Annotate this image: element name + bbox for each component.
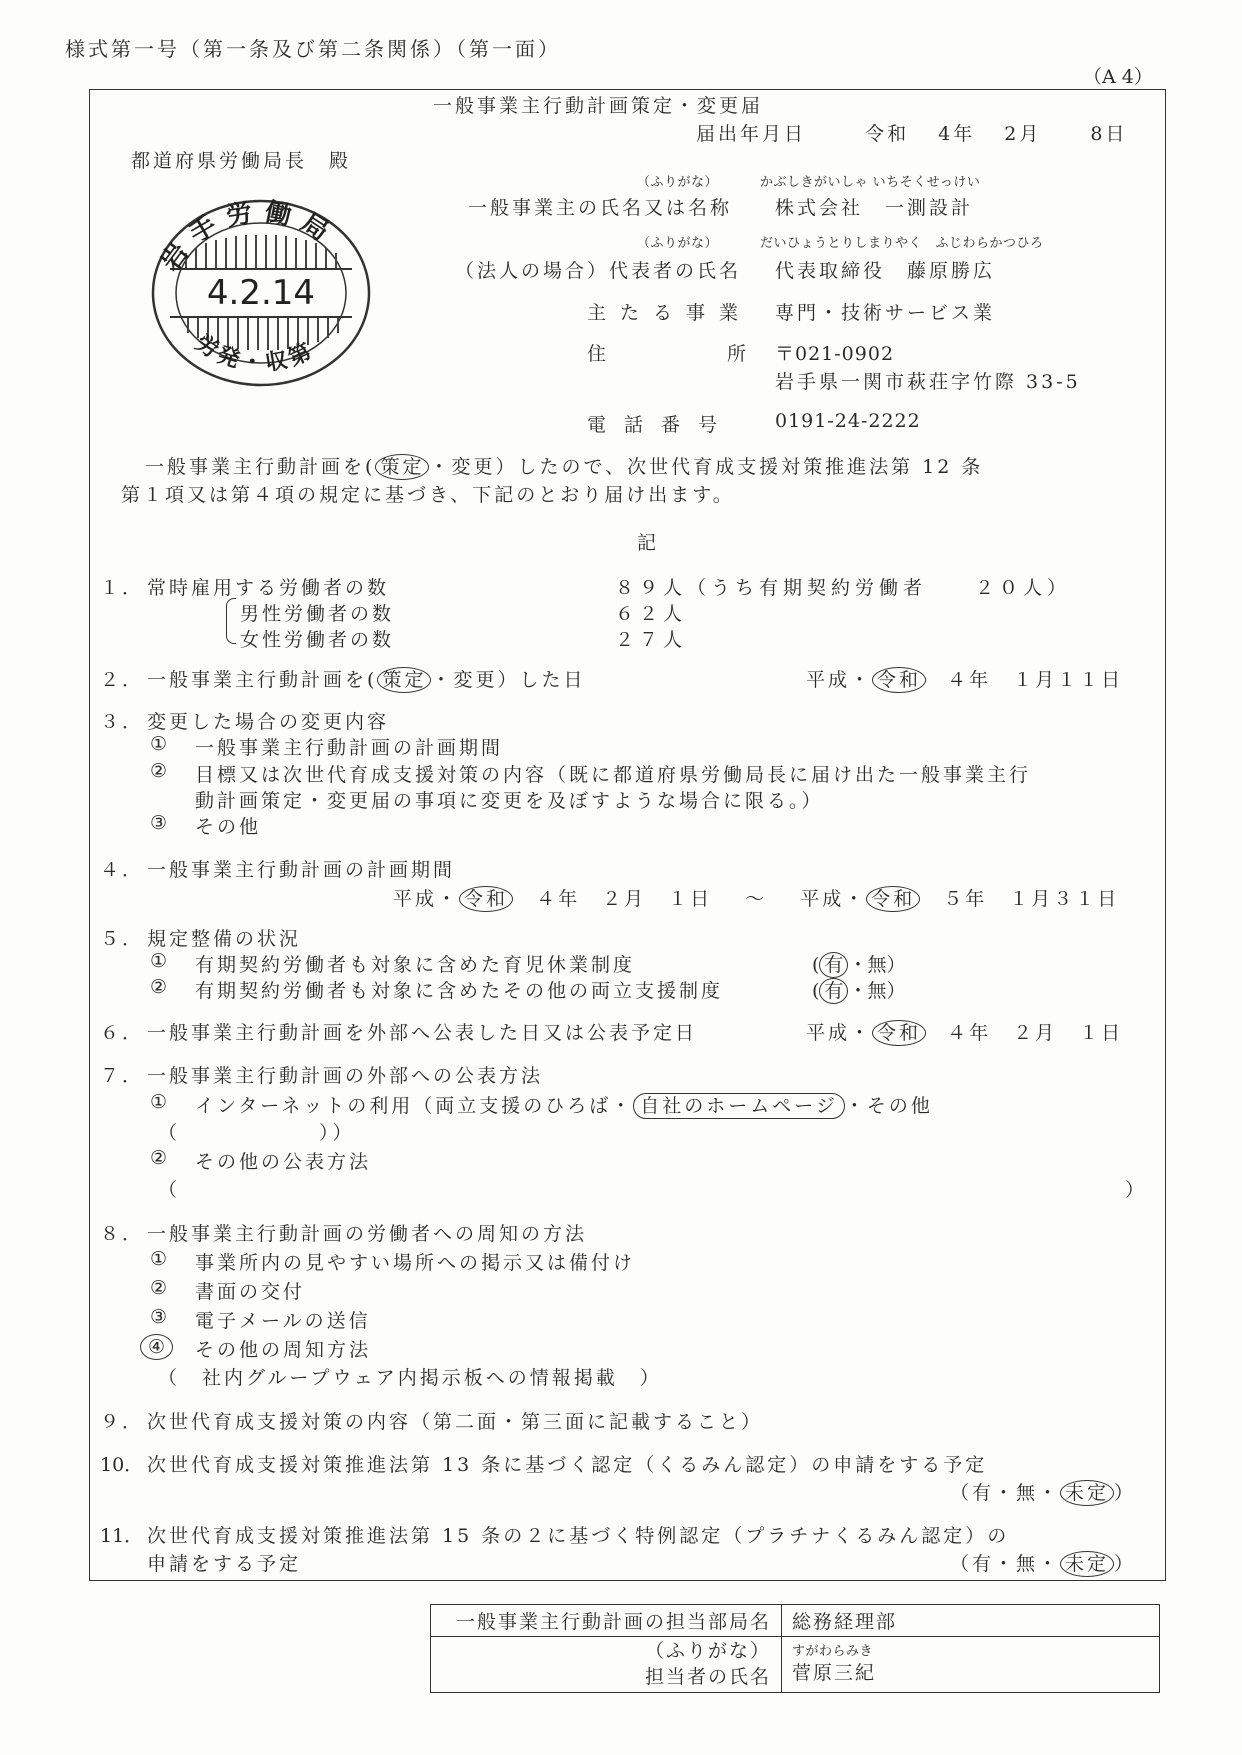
item5-s2-options <box>812 976 905 1003</box>
item2-label-b: ・変更）した日 <box>431 669 586 691</box>
item7-no: ７． <box>100 1065 145 1087</box>
item4-from-era-reiwa-circled: 令和 <box>459 886 513 912</box>
item2-label-a: 一般事業主行動計画を <box>147 669 368 691</box>
intro-line-1 <box>145 452 983 479</box>
item4-from-era-heisei: 平成・ <box>393 888 460 910</box>
item5-s1-no-option: ・無） <box>848 954 906 976</box>
item4-tilde: ～ <box>745 888 768 910</box>
rep-name: 代表取締役 藤原勝広 <box>775 260 996 282</box>
item5-s2-open-paren: ( <box>812 980 820 1002</box>
item11-close: ） <box>1114 1553 1137 1575</box>
staff-name-row <box>431 1637 1160 1693</box>
item7-s1 <box>195 1091 933 1118</box>
staff-furigana-label: （ふりがな） <box>644 1640 771 1662</box>
item11-opts: （有・無・ <box>950 1553 1061 1575</box>
item7-s2-close: ） <box>1125 1179 1145 1201</box>
paper-size: （A 4） <box>1083 66 1153 88</box>
item2-label <box>147 665 585 692</box>
item4-to-era-heisei: 平成・ <box>800 888 867 910</box>
item11-options <box>950 1549 1136 1576</box>
item1-male: ６２人 <box>615 603 688 625</box>
item6-date-value: ４年 ２月 １日 <box>947 1022 1124 1044</box>
item1-no: １． <box>100 577 145 599</box>
item8-s4: その他の周知方法 <box>195 1339 372 1361</box>
staff-dept-label: 一般事業主行動計画の担当部局名 <box>431 1605 782 1637</box>
item7-s2: その他の公表方法 <box>195 1151 372 1173</box>
item5-s1-open-paren: ( <box>812 954 820 976</box>
item7-s1-no: ① <box>150 1091 168 1113</box>
item10-label: 次世代育成支援対策推進法第 13 条に基づく認定（くるみん認定）の申請をする予定 <box>147 1454 988 1476</box>
postal-code: 〒021-0902 <box>775 343 895 365</box>
stamp-bottom-text: 労発・収第 <box>190 330 319 377</box>
item10-close: ） <box>1114 1482 1137 1504</box>
name-furigana: かぶしきがいしゃ いちそくせっけい <box>760 175 981 190</box>
item3-s2-no: ② <box>150 760 168 782</box>
item6-era-reiwa-circled: 令和 <box>872 1020 926 1046</box>
business-label: 主たる事業 <box>587 302 753 324</box>
item4-period <box>393 884 1119 911</box>
staff-dept: 総務経理部 <box>782 1605 1160 1637</box>
staff-name-label-cell <box>431 1637 782 1693</box>
item8-s1-no: ① <box>150 1248 168 1270</box>
phone-label: 電話番号 <box>587 414 736 436</box>
rep-label: （法人の場合）代表者の氏名 <box>455 260 742 282</box>
item3-s2-line2: 動計画策定・変更届の事項に変更を及ぼすような場合に限る。） <box>195 790 824 812</box>
item8-s3: 電子メールの送信 <box>195 1310 371 1332</box>
item1-label: 常時雇用する労働者の数 <box>147 577 390 599</box>
address-label-2: 所 <box>727 343 747 365</box>
item5-s1-options <box>812 950 905 977</box>
item5-s1: 有期契約労働者も対象に含めた育児休業制度 <box>195 954 636 976</box>
staff-name-label: 担当者の氏名 <box>644 1665 771 1688</box>
item5-s2-no-option: ・無） <box>848 980 906 1002</box>
intro-circled-sakutei: 策定 <box>375 454 429 480</box>
filing-date-label: 届出年月日 <box>696 123 807 145</box>
item6-no: ６． <box>100 1022 145 1044</box>
item11-no: 11． <box>100 1525 144 1547</box>
item6-date <box>806 1018 1123 1045</box>
item8-s2-no: ② <box>150 1277 168 1299</box>
employer-name: 株式会社 一測設計 <box>775 197 974 219</box>
address-label-1: 住 <box>587 343 607 365</box>
filing-date-era: 令和 <box>865 123 910 145</box>
item3-s3-no: ③ <box>150 812 168 834</box>
form-title: 一般事業主行動計画策定・変更届 <box>433 95 764 117</box>
item1-value: ８９人（うち有期契約労働者 ２０人） <box>615 577 1072 599</box>
item3-no: ３． <box>100 711 145 733</box>
item7-s1-other-paren: （ ）） <box>158 1122 356 1144</box>
item7-s1-own-homepage-circled: 自社のホームページ <box>633 1093 845 1119</box>
addressee: 都道府県労働局長 殿 <box>131 150 352 172</box>
filing-date-day: 8日 <box>1090 123 1128 145</box>
item11-label-a: 次世代育成支援対策推進法第 15 条の２に基づく特例認定（プラチナくるみん認定）の <box>147 1525 1010 1547</box>
filing-date-row <box>696 119 1128 146</box>
item5-s2: 有期契約労働者も対象に含めたその他の両立支援制度 <box>195 980 724 1002</box>
item8-s3-no: ③ <box>150 1306 168 1328</box>
item6-label: 一般事業主行動計画を外部へ公表した日又は公表予定日 <box>147 1022 698 1044</box>
rep-furigana-label: （ふりがな） <box>637 236 719 251</box>
item2-no: ２． <box>100 669 145 691</box>
item4-to: ５年 １月３１日 <box>943 888 1120 910</box>
business: 専門・技術サービス業 <box>775 302 996 324</box>
svg-text:岩手労働局 <box>156 197 343 277</box>
item7-s1-text-a: インターネットの利用（両立支援のひろば・ <box>195 1095 634 1117</box>
item3-s1-no: ① <box>150 733 168 755</box>
item8-label: 一般事業主行動計画の労働者への周知の方法 <box>147 1223 588 1245</box>
item2-era-heisei: 平成・ <box>806 669 873 691</box>
item8-s4-no-circled: ④ <box>140 1334 173 1360</box>
item7-s2-no: ② <box>150 1147 168 1169</box>
item8-s2: 書面の交付 <box>195 1281 306 1303</box>
item7-s2-open: （ <box>158 1179 178 1201</box>
item8-s1: 事業所内の見やすい場所への掲示又は備付け <box>195 1252 636 1274</box>
item5-label: 規定整備の状況 <box>147 928 302 950</box>
item3-s3: その他 <box>195 816 262 838</box>
stamp-top-text: 岩手労働局 <box>155 197 343 277</box>
item1-male-label: 男性労働者の数 <box>240 603 395 625</box>
item9-no: ９． <box>100 1411 145 1433</box>
item2-date-value: ４年 １月１１日 <box>947 669 1124 691</box>
intro-line-2: 第１項又は第４項の規定に基づき、下記のとおり届け出ます。 <box>121 484 735 506</box>
item1-female: ２７人 <box>615 629 688 651</box>
item2-open-paren: ( <box>367 669 378 691</box>
item5-s2-no: ② <box>150 976 168 998</box>
item7-label: 一般事業主行動計画の外部への公表方法 <box>147 1065 544 1087</box>
item5-no: ５． <box>100 928 145 950</box>
item5-s2-yes-circled: 有 <box>819 978 848 1004</box>
item9-label: 次世代育成支援対策の内容（第二面・第三面に記載すること） <box>147 1411 764 1433</box>
intro-text-a: 一般事業主行動計画を <box>145 456 366 478</box>
item2-date <box>806 665 1123 692</box>
item4-no: ４． <box>100 859 145 881</box>
staff-name: 菅原三紀 <box>792 1661 877 1684</box>
item5-s1-yes-circled: 有 <box>819 952 848 978</box>
item3-s2-line1: 目標又は次世代育成支援対策の内容（既に都道府県労働局長に届け出た一般事業主行 <box>195 764 1032 786</box>
item7-s1-text-b: ・その他 <box>844 1095 933 1117</box>
item8-s4-detail: （ 社内グループウェア内掲示板への情報掲載 ） <box>158 1367 662 1389</box>
item11-undecided-circled: 未定 <box>1060 1551 1114 1577</box>
intro-text-b: ・変更）したので、次世代育成支援対策推進法第 12 条 <box>429 456 984 478</box>
staff-name-cell <box>782 1637 1160 1693</box>
item10-options <box>950 1478 1136 1505</box>
item4-to-era-reiwa-circled: 令和 <box>866 886 920 912</box>
item1-bracket <box>226 598 236 644</box>
item5-s1-no: ① <box>150 950 168 972</box>
name-furigana-label: （ふりがな） <box>637 175 719 190</box>
address: 岩手県一関市萩荘字竹際 33-5 <box>775 371 1081 393</box>
employer-name-label: 一般事業主の氏名又は名称 <box>468 197 733 219</box>
item4-from: ４年 ２月 １日 <box>536 888 713 910</box>
item3-label: 変更した場合の変更内容 <box>147 711 390 733</box>
item10-no: 10． <box>100 1454 144 1476</box>
stamp-date: 4.2.14 <box>206 273 316 313</box>
form-number: 様式第一号（第一条及び第二条関係）（第一面） <box>65 37 561 61</box>
intro-open-paren: ( <box>365 456 376 478</box>
item8-no: ８． <box>100 1223 145 1245</box>
item10-undecided-circled: 未定 <box>1060 1480 1114 1506</box>
ki-heading: 記 <box>637 532 657 554</box>
phone: 0191-24-2222 <box>775 410 921 432</box>
item11-label-b: 申請をする予定 <box>147 1553 302 1575</box>
staff-dept-row <box>431 1605 1160 1637</box>
item2-era-reiwa-circled: 令和 <box>872 667 926 693</box>
filing-date-year: 4年 <box>938 123 976 145</box>
item3-s1: 一般事業主行動計画の計画期間 <box>195 737 504 759</box>
item6-era-heisei: 平成・ <box>806 1022 873 1044</box>
item4-label: 一般事業主行動計画の計画期間 <box>147 859 456 881</box>
staff-furigana: すがわらみき <box>792 1644 874 1660</box>
item1-female-label: 女性労働者の数 <box>240 629 395 651</box>
item10-opts: （有・無・ <box>950 1482 1061 1504</box>
receipt-stamp <box>148 193 374 393</box>
filing-date-month: 2月 <box>1004 123 1042 145</box>
staff-table <box>430 1604 1160 1693</box>
rep-furigana: だいひょうとりしまりやく ふじわらかつひろ <box>760 236 1044 251</box>
item2-circled-sakutei: 策定 <box>377 667 431 693</box>
svg-text:労発・収第 <box>191 331 319 377</box>
